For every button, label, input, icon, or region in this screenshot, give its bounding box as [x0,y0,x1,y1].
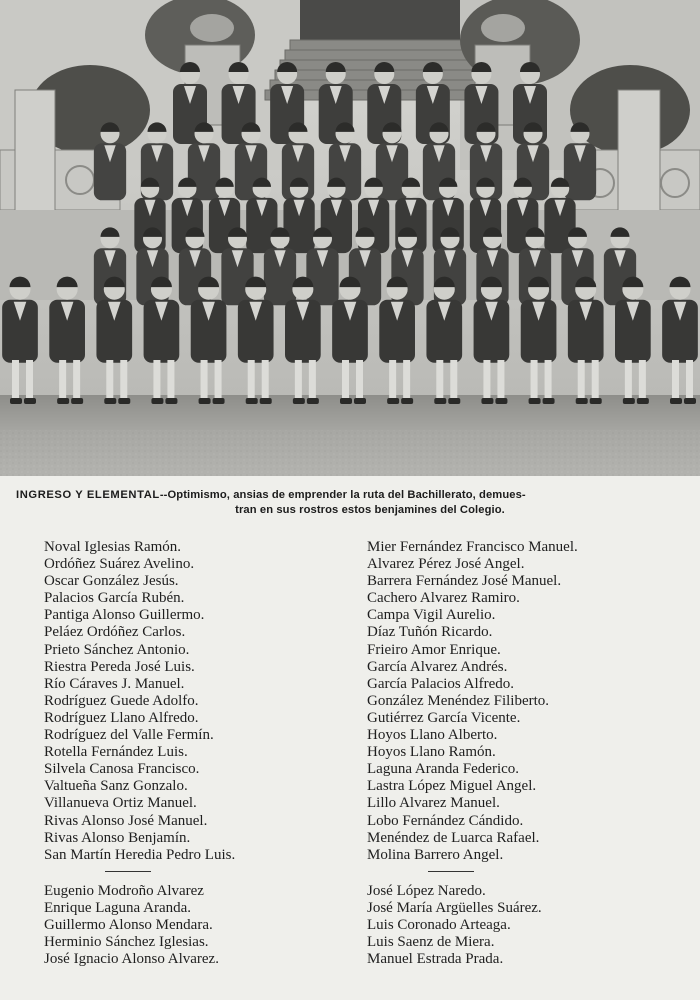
list-item: Enrique Laguna Aranda. [44,900,192,917]
list-item: Luis Saenz de Miera. [367,934,495,951]
list-item: Mier Fernández Francisco Manuel. [367,539,578,555]
list-item: José Ignacio Alonso Alvarez. [44,951,219,968]
list-item: Cachero Alvarez Ramiro. [367,590,520,607]
list-item: Luis Coronado Arteaga. [367,917,511,934]
list-item: José María Argüelles Suárez. [367,900,542,917]
list-item: Molina Barrero Angel. [367,846,504,863]
list-item: Rivas Alonso Benjamín. [44,829,191,846]
photo-caption [16,488,684,518]
list-item: Lobo Fernández Cándido. [367,812,524,829]
list-item: Hoyos Llano Alberto. [367,727,498,744]
list-item: Villanueva Ortiz Manuel. [44,795,197,812]
list-item: San Martín Heredia Pedro Luis. [44,846,236,863]
extra-names-list-left [44,883,219,968]
caption-text-line1: --Optimismo, ansias de emprender la ruta del Bachillerato, demues- [159,489,526,501]
list-item: Laguna Aranda Federico. [367,761,520,778]
list-item: Alvarez Pérez José Angel. [367,556,525,573]
extra-names-list-right [367,883,542,968]
list-item: Rotella Fernández Luis. [44,744,188,761]
list-item: Lastra López Miguel Angel. [367,778,537,795]
list-item: Peláez Ordóñez Carlos. [44,624,186,641]
list-item: Silvela Canosa Francisco. [44,761,200,778]
list-item: Frieiro Amor Enrique. [367,641,501,658]
list-item: Rodríguez Guede Adolfo. [44,692,199,709]
group-photo [0,0,700,476]
list-item: Hoyos Llano Ramón. [367,744,496,761]
list-item: Rodríguez Llano Alfredo. [44,709,199,726]
list-item: Prieto Sánchez Antonio. [44,641,190,658]
section-divider-left [105,871,151,872]
list-item: Pantiga Alonso Guillermo. [44,607,205,624]
caption-lead: INGRESO Y ELEMENTAL [16,489,160,501]
list-item: Ordóñez Suárez Avelino. [44,556,195,573]
list-item: José López Naredo. [367,883,486,899]
names-list-left [44,539,235,864]
list-item: Gutiérrez García Vicente. [367,709,521,726]
list-item: Díaz Tuñón Ricardo. [367,624,493,641]
list-item: García Palacios Alfredo. [367,675,515,692]
group-photo-illustration [0,0,700,476]
list-item: Rodríguez del Valle Fermín. [44,727,214,744]
list-item: Noval Iglesias Ramón. [44,539,182,555]
list-item: García Alvarez Andrés. [367,658,508,675]
list-item: Lillo Alvarez Manuel. [367,795,500,812]
names-list-right [367,539,578,864]
list-item: Herminio Sánchez Iglesias. [44,934,209,951]
list-item: Manuel Estrada Prada. [367,951,504,968]
list-item: Río Cáraves J. Manuel. [44,675,185,692]
list-item: Palacios García Rubén. [44,590,185,607]
section-divider-right [428,871,474,872]
list-item: Barrera Fernández José Manuel. [367,573,562,590]
list-item: González Menéndez Filiberto. [367,692,550,709]
list-item: Menéndez de Luarca Rafael. [367,829,540,846]
list-item: Eugenio Modroño Alvarez [44,883,204,899]
caption-text-line2: tran en sus rostros estos benjamines del Colegio. [235,504,505,516]
list-item: Valtueña Sanz Gonzalo. [44,778,188,795]
list-item: Campa Vigil Aurelio. [367,607,496,624]
list-item: Guillermo Alonso Mendara. [44,917,213,934]
list-item: Oscar González Jesús. [44,573,179,590]
list-item: Rivas Alonso José Manuel. [44,812,208,829]
list-item: Riestra Pereda José Luis. [44,658,195,675]
